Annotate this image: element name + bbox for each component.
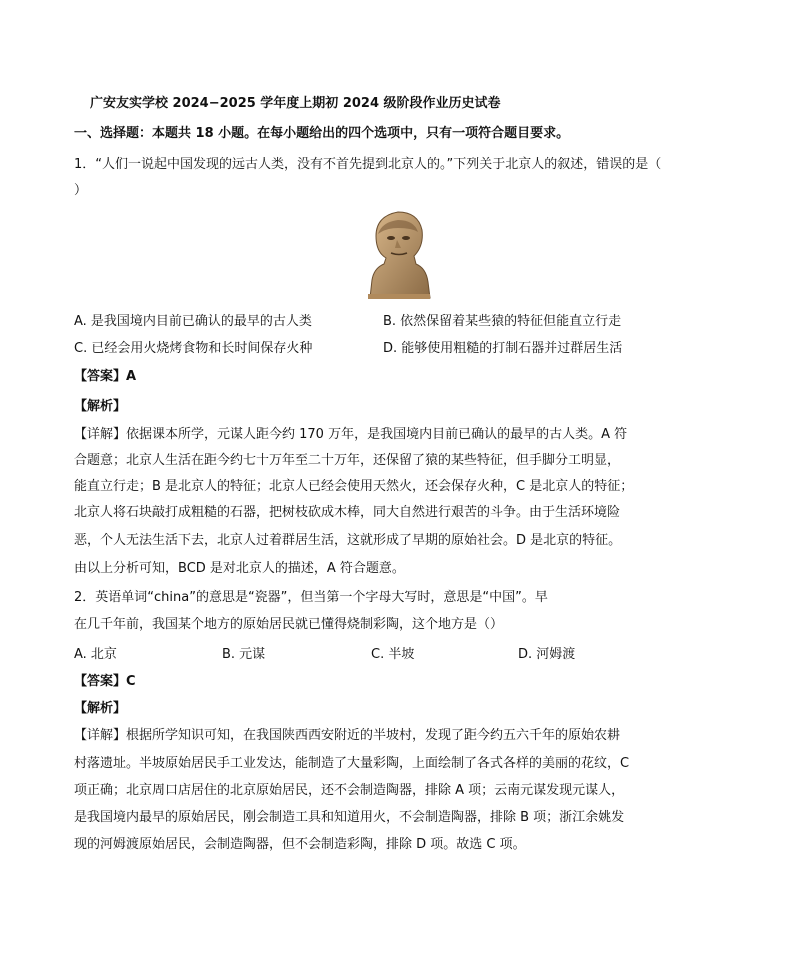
- q1-analysis-line: 【详解】依据课本所学，元谋人距今约 170 万年，是我国境内目前已确认的最早的古人类。A 符: [74, 427, 628, 442]
- q2-option-c: C. 半坡: [371, 647, 415, 662]
- q2-analysis-line: 【详解】根据所学知识可知，在我国陕西西安附近的半坡村，发现了距今约五六千年的原始农耕: [74, 728, 621, 743]
- q1-analysis-line: 恶，个人无法生活下去，北京人过着群居生活，这就形成了早期的原始社会。D 是北京的特征。: [74, 533, 622, 548]
- q2-analysis-line: 村落遗址。半坡原始居民手工业发达，能制造了大量彩陶，上面绘制了各式各样的美丽的花纹，C: [74, 756, 630, 771]
- q2-option-a: A. 北京: [74, 647, 117, 662]
- q1-analysis-label: 【解析】: [74, 399, 127, 414]
- page-title: 广安友实学校 2024−2025 学年度上期初 2024 级阶段作业历史试卷: [90, 96, 501, 111]
- q2-analysis-line: 是我国境内最早的原始居民，刚会制造工具和知道用火，不会制造陶器，排除 B 项；浙江余姚发: [74, 810, 625, 825]
- q1-option-b: B. 依然保留着某些猿的特征但能直立行走: [383, 314, 622, 329]
- q1-analysis-line: 能直立行走；B 是北京人的特征；北京人已经会使用天然火，还会保存火种，C 是北京人的特征；: [74, 479, 634, 494]
- q1-option-a: A. 是我国境内目前已确认的最早的古人类: [74, 314, 312, 329]
- q2-analysis-line: 项正确；北京周口店居住的北京原始居民，还不会制造陶器，排除 A 项；云南元谋发现元谋人，: [74, 783, 625, 798]
- peking-man-bust-icon: [362, 206, 434, 300]
- q2-stem-line1: 2．英语单词“china”的意思是“瓷器”，但当第一个字母大写时，意思是“中国”。早: [74, 590, 548, 605]
- q1-analysis-line: 北京人将石块敲打成粗糙的石器，把树枝砍成木棒，同大自然进行艰苦的斗争。由于生活环境险: [74, 505, 621, 520]
- q1-stem-line1: 1．“人们一说起中国发现的远古人类，没有不首先提到北京人的。”下列关于北京人的叙述，错误的是（: [74, 157, 662, 172]
- section-heading: 一、选择题：本题共 18 小题。在每小题给出的四个选项中，只有一项符合题目要求。: [74, 126, 570, 141]
- q2-analysis-line: 现的河姆渡原始居民，会制造陶器，但不会制造彩陶，排除 D 项。故选 C 项。: [74, 837, 526, 852]
- q1-analysis-line: 由以上分析可知，BCD 是对北京人的描述，A 符合题意。: [74, 561, 405, 576]
- q2-option-d: D. 河姆渡: [518, 647, 576, 662]
- q1-option-c: C. 已经会用火烧烤食物和长时间保存火种: [74, 341, 313, 356]
- q2-analysis-label: 【解析】: [74, 701, 127, 716]
- q1-answer: 【答案】A: [74, 369, 137, 384]
- q1-option-d: D. 能够使用粗糙的打制石器并过群居生活: [383, 341, 623, 356]
- q1-analysis-line: 合题意；北京人生活在距今约七十万年至二十万年，还保留了猿的某些特征，但手脚分工明显，: [74, 453, 621, 468]
- q1-stem-line2: ）: [74, 183, 88, 198]
- q2-answer: 【答案】C: [74, 674, 136, 689]
- q2-option-b: B. 元谋: [222, 647, 266, 662]
- q2-stem-line2: 在几千年前，我国某个地方的原始居民就已懂得烧制彩陶，这个地方是（）: [74, 617, 504, 632]
